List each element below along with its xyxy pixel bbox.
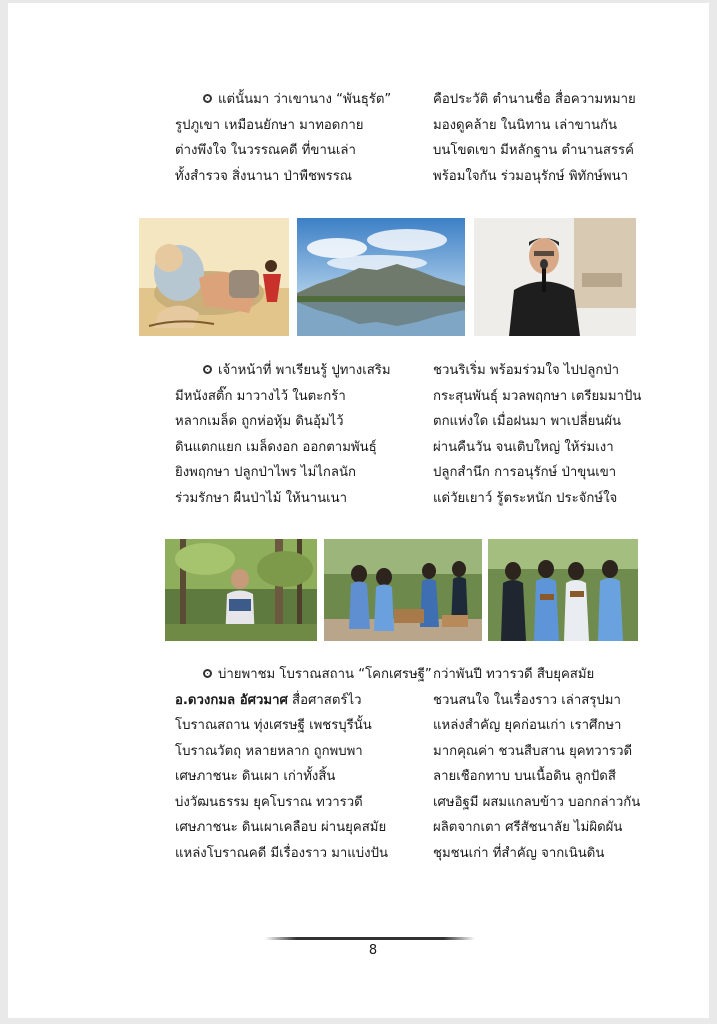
stanza-2-left <box>175 358 391 511</box>
verse-line: พร้อมใจกัน ร่วมอนุรักษ์ พิทักษ์พนา <box>433 168 628 184</box>
verse-line: เจ้าหน้าที่ พาเรียนรู้ ปูทางเสริม <box>175 358 391 384</box>
verse-line: ลายเชือกทาบ บนเนื้อดิน ลูกปัดสี <box>433 769 616 784</box>
verse-line: บ่งวัฒนธรรม ยุคโบราณ ทวารวดี <box>175 794 363 810</box>
bullet-icon <box>203 669 212 678</box>
verse-line: มองดูคล้าย ในนิทาน เล่าขานกัน <box>433 117 618 133</box>
verse-line: แด่วัยเยาว์ รู้ตระหนัก ประจักษ์ใจ <box>433 490 618 506</box>
verse-line: โบราณวัตถุ หลายหลาก ถูกพบพา <box>175 743 363 759</box>
stanza-1-left <box>175 87 391 189</box>
verse-line: โบราณสถาน ทุ่งเศรษฐี เพชรบุรีนั้น <box>175 718 372 733</box>
verse-line: เศษภาชนะ ดินเผา เก่าทั้งสิ้น <box>175 769 336 784</box>
verse-line: ร่วมรักษา ผืนป่าไม้ ให้นานเนา <box>175 490 348 506</box>
document-page <box>8 3 709 1018</box>
verse-line: มากคุณค่า ชวนสืบสาน ยุคทวารวดี <box>433 743 633 759</box>
verse-line: บนโขดเขา มีหลักฐาน ตำนานสรรค์ <box>433 143 634 158</box>
stanza-1-right <box>433 87 636 189</box>
students-slingshot-photo <box>488 539 638 641</box>
verse-line: กว่าพันปี ทวารวดี สืบยุคสมัย <box>433 667 595 682</box>
verse-line: ดินแตกแยก เมล็ดงอก ออกตามพันธุ์ <box>175 439 377 455</box>
verse-line: ผลิตจากเตา ศรีสัชนาลัย ไม่ผิดผัน <box>433 820 623 835</box>
students-planting-photo <box>324 539 482 641</box>
verse-line: เศษภาชนะ ดินเผาเคลือบ ผ่านยุคสมัย <box>175 820 387 835</box>
stanza-3-left <box>175 662 432 866</box>
verse-line: กระสุนพันธุ์ มวลพฤกษา เตรียมมาปัน <box>433 388 642 404</box>
verse-line: แหล่งสำคัญ ยุคก่อนเก่า เราศึกษา <box>433 718 622 733</box>
verse-line: ชวนสนใจ ในเรื่องราว เล่าสรุปมา <box>433 692 621 708</box>
giant-legend-illustration <box>139 218 289 336</box>
verse-line: แต่นั้นมา ว่าเขานาง “พันธุรัต” <box>175 87 391 113</box>
verse-line: ชวนริเริ่ม พร้อมร่วมใจ ไปปลูกป่า <box>433 363 620 378</box>
verse-line: อ.ดวงกมล อัศวมาศ สื่อศาสตร์ไว <box>175 692 362 708</box>
verse-line: ทั้งสำรวจ สิ่งนานา ป่าพืชพรรณ <box>175 168 353 184</box>
verse-line: แหล่งโบราณคดี มีเรื่องราว มาแบ่งปัน <box>175 845 388 861</box>
verse-line: ผ่านคืนวัน จนเติบใหญ่ ให้ร่มเงา <box>433 439 614 455</box>
speaker-photo <box>474 218 636 336</box>
verse-line: ต่างพึงใจ ในวรรณคดี ที่ขานเล่า <box>175 143 356 158</box>
stanza-2-right <box>433 358 641 511</box>
mountain-lake-photo <box>297 218 465 336</box>
forest-guide-photo <box>165 539 317 641</box>
verse-line: ยิงพฤกษา ปลูกป่าไพร ไม่ไกลนัก <box>175 465 356 480</box>
verse-line: รูปภูเขา เหมือนยักษา มาทอดกาย <box>175 117 364 133</box>
stanza-3-right <box>433 662 640 866</box>
verse-line: เศษอิฐมี ผสมแกลบข้าว บอกกล่าวกัน <box>433 794 641 810</box>
bullet-icon <box>203 94 212 103</box>
bullet-icon <box>203 365 212 374</box>
footer-divider <box>265 937 475 940</box>
verse-line: มีหนังสติ๊ก มาวางไว้ ในตะกร้า <box>175 388 346 404</box>
verse-line: ชุมชนเก่า ที่สำคัญ จากเนินดิน <box>433 845 605 861</box>
verse-line: คือประวัติ ตำนานชื่อ สื่อความหมาย <box>433 92 636 107</box>
verse-line: บ่ายพาชม โบราณสถาน “โคกเศรษฐี” <box>175 662 432 688</box>
verse-line: ปลูกสำนึก การอนุรักษ์ ป่าขุนเขา <box>433 465 617 480</box>
lecturer-name: อ.ดวงกมล อัศวมาศ <box>175 692 288 708</box>
page-number: 8 <box>368 943 378 958</box>
verse-line: หลากเมล็ด ถูกห่อหุ้ม ดินอุ้มไว้ <box>175 414 344 429</box>
verse-line: ตกแห่งใด เมื่อฝนมา พาเปลี่ยนผัน <box>433 414 622 429</box>
